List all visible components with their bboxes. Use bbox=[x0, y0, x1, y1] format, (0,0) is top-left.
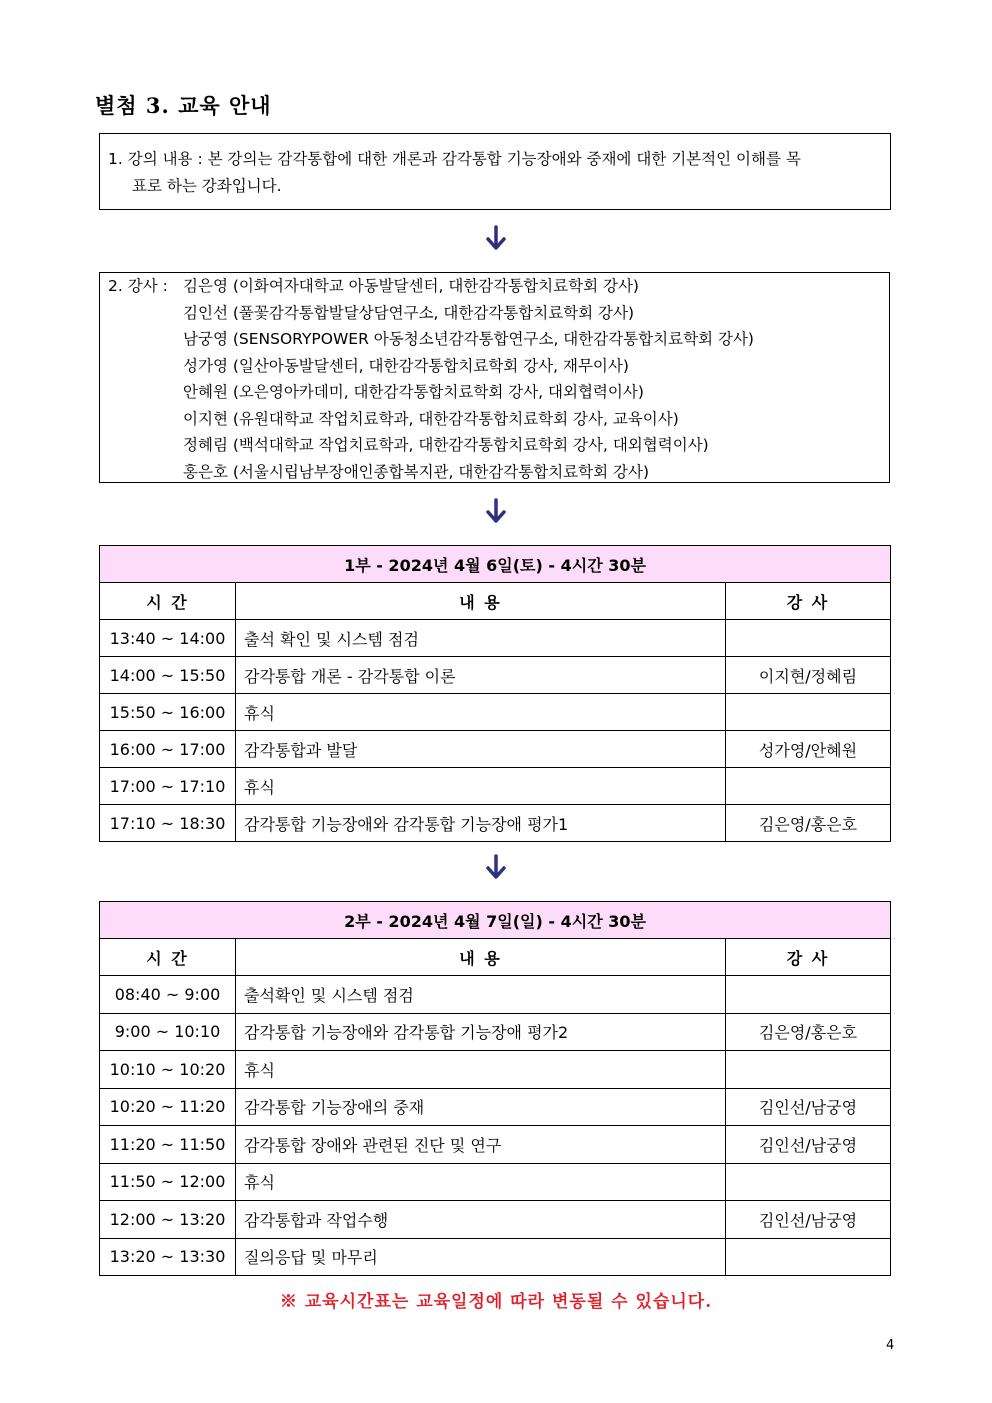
lecturer-item: 남궁영 (SENSORYPOWER 아동청소년감각통합연구소, 대한감각통합치료학회 강사) bbox=[183, 330, 754, 348]
table-row: 13:40 ~ 14:00 출석 확인 및 시스템 점검 bbox=[100, 620, 891, 657]
lecturer-list-box bbox=[99, 272, 890, 483]
table-row: 10:20 ~ 11:20 감각통합 기능장애의 중재 김인선/남궁영 bbox=[100, 1088, 891, 1126]
header-time: 시 간 bbox=[100, 939, 236, 976]
lecturer-item: 홍은호 (서울시립남부장애인종합복지관, 대한감각통합치료학회 강사) bbox=[183, 462, 650, 481]
header-content: 내 용 bbox=[236, 939, 726, 976]
table-row: 9:00 ~ 10:10 감각통합 기능장애와 감각통합 기능장애 평가2 김은영/홍은호 bbox=[100, 1013, 891, 1051]
table-row: 14:00 ~ 15:50 감각통합 개론 - 감각통합 이론 이지현/정혜림 bbox=[100, 657, 891, 694]
table-row: 15:50 ~ 16:00 휴식 bbox=[100, 694, 891, 731]
lecturer-item: 정혜림 (백석대학교 작업치료학과, 대한감각통합치료학회 강사, 대외협력이사) bbox=[183, 436, 709, 454]
table-row: 17:00 ~ 17:10 휴식 bbox=[100, 768, 891, 805]
schedule-change-notice: ※ 교육시간표는 교육일정에 따라 변동될 수 있습니다. bbox=[279, 1292, 713, 1312]
day1-schedule-table bbox=[99, 545, 891, 842]
table-row: 17:10 ~ 18:30 감각통합 기능장애와 감각통합 기능장애 평가1 김은영/홍은호 bbox=[100, 805, 891, 842]
course-description-line-2: 표로 하는 강좌입니다. bbox=[132, 177, 282, 195]
table-row: 11:20 ~ 11:50 감각통합 장애와 관련된 진단 및 연구 김인선/남궁영 bbox=[100, 1126, 891, 1164]
lecturer-item: 이지현 (유원대학교 작업치료학과, 대한감각통합치료학회 강사, 교육이사) bbox=[183, 409, 679, 428]
down-arrow-icon bbox=[481, 853, 511, 881]
page-title: 별첨 3. 교육 안내 bbox=[95, 93, 272, 118]
table-row: 16:00 ~ 17:00 감각통합과 발달 성가영/안혜원 bbox=[100, 731, 891, 768]
lecturer-label: 2. 강사 : bbox=[108, 277, 168, 295]
page-number: 4 bbox=[886, 1338, 895, 1353]
lecturer-item: 안혜원 (오은영아카데미, 대한감각통합치료학회 강사, 대외협력이사) bbox=[183, 383, 644, 401]
course-description-line-1: 1. 강의 내용 : 본 강의는 감각통합에 대한 개론과 감각통합 기능장애와 중재에 대한 기본적인 이해를 목 bbox=[108, 150, 801, 168]
down-arrow-icon bbox=[481, 497, 511, 525]
lecturer-item: 김은영 (이화여자대학교 아동발달센터, 대한감각통합치료학회 강사) bbox=[183, 277, 639, 295]
header-lecturer: 강 사 bbox=[726, 939, 891, 976]
day2-schedule-table bbox=[99, 901, 891, 1276]
table-row: 08:40 ~ 9:00 출석확인 및 시스템 점검 bbox=[100, 976, 891, 1014]
lecturer-item: 성가영 (일산아동발달센터, 대한감각통합치료학회 강사, 재무이사) bbox=[183, 356, 629, 375]
course-description-box bbox=[99, 133, 891, 210]
table-row: 12:00 ~ 13:20 감각통합과 작업수행 김인선/남궁영 bbox=[100, 1201, 891, 1239]
header-lecturer: 강 사 bbox=[726, 583, 891, 620]
table-row: 11:50 ~ 12:00 휴식 bbox=[100, 1163, 891, 1201]
header-content: 내 용 bbox=[236, 583, 726, 620]
table-row: 13:20 ~ 13:30 질의응답 및 마무리 bbox=[100, 1238, 891, 1276]
day2-banner: 2부 - 2024년 4월 7일(일) - 4시간 30분 bbox=[100, 902, 891, 939]
down-arrow-icon bbox=[481, 224, 511, 252]
table-row: 10:10 ~ 10:20 휴식 bbox=[100, 1051, 891, 1089]
header-time: 시 간 bbox=[100, 583, 236, 620]
lecturer-item: 김인선 (풀꽃감각통합발달상담연구소, 대한감각통합치료학회 강사) bbox=[183, 303, 635, 322]
day1-banner: 1부 - 2024년 4월 6일(토) - 4시간 30분 bbox=[100, 546, 891, 583]
